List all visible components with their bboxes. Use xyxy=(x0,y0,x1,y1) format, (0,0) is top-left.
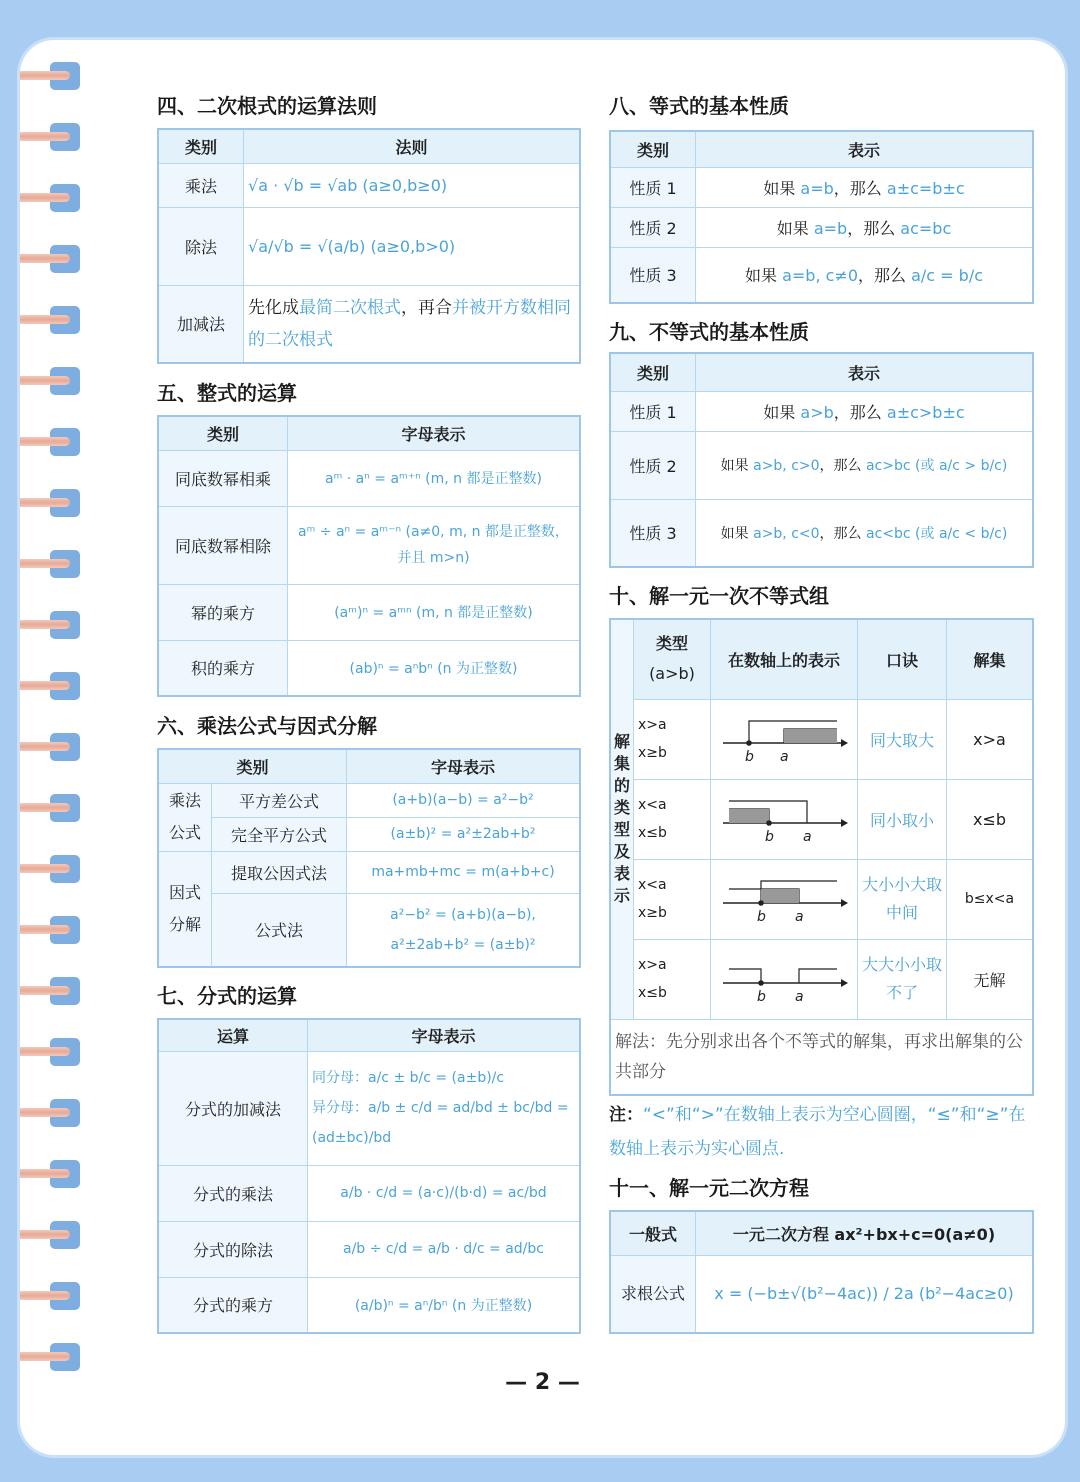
header-representation: 表示 xyxy=(696,131,1034,167)
solution: 无解 xyxy=(947,939,1034,1019)
header-type xyxy=(634,619,711,699)
page-number: — 2 — xyxy=(505,1370,580,1395)
formula xyxy=(347,893,581,967)
solution: b≤x<a xyxy=(947,859,1034,939)
formula: √a/√b = √(a/b) (a≥0,b>0) xyxy=(244,207,581,285)
formula: (a/b)ⁿ = aⁿ/bⁿ (n 为正整数) xyxy=(308,1277,581,1333)
spiral-ring xyxy=(20,1099,84,1127)
row-label: 同底数幂相乘 xyxy=(158,450,288,506)
formula-line-1: a²−b² = (a+b)(a−b), xyxy=(390,906,536,923)
property-text xyxy=(696,207,1034,247)
spiral-ring xyxy=(20,977,84,1005)
result: a±c>b±c xyxy=(886,402,965,422)
row-label: 完全平方公式 xyxy=(212,817,347,851)
spiral-ring xyxy=(20,62,84,90)
spiral-ring xyxy=(20,1282,84,1310)
row-label: 分式的乘方 xyxy=(158,1277,308,1333)
row-label: 分式的乘法 xyxy=(158,1165,308,1221)
section-10-table xyxy=(609,618,1034,1096)
result: a±c=b±c xyxy=(886,178,965,198)
rule-highlight-1: 最简二次根式 xyxy=(299,297,401,318)
ring-wire xyxy=(20,1047,70,1056)
rule-text-mid: ，再合 xyxy=(401,297,452,318)
result: a/c = b/c xyxy=(911,266,984,286)
bracket-b xyxy=(729,969,761,983)
system-brace xyxy=(634,699,711,779)
row-label: 一般式 xyxy=(610,1211,696,1255)
ring-wire xyxy=(20,254,70,263)
spiral-ring xyxy=(20,1221,84,1249)
note-body: “<”和“>”在数轴上表示为空心圆圈，“≤”和“≥”在数轴上表示为实心圆点. xyxy=(609,1105,1026,1159)
header-category: 类别 xyxy=(610,131,696,167)
ring-wire xyxy=(20,1291,70,1300)
axis-arrow xyxy=(841,739,848,747)
header-axis: 在数轴上的表示 xyxy=(711,619,858,699)
axis-arrow xyxy=(841,819,848,827)
number-line-3 xyxy=(719,867,849,927)
spiral-ring xyxy=(20,489,84,517)
section-6-title: 六、乘法公式与因式分解 xyxy=(157,714,377,738)
ring-wire xyxy=(20,681,70,690)
text-mid: ，那么 xyxy=(833,402,887,422)
formula: a/b ÷ c/d = a/b · d/c = ad/bc xyxy=(308,1221,581,1277)
ring-wire xyxy=(20,986,70,995)
label-b: b xyxy=(757,909,766,925)
condition: a>b xyxy=(800,402,834,422)
ineq-1: x>a xyxy=(638,717,667,733)
condition: a>b, c<0 xyxy=(753,525,820,542)
text-mid: ，那么 xyxy=(819,458,866,474)
row-label: 除法 xyxy=(158,207,244,285)
label-b: b xyxy=(745,749,754,765)
label-b: b xyxy=(765,829,774,845)
formula: ma+mb+mc = m(a+b+c) xyxy=(347,851,581,893)
ring-wire xyxy=(20,315,70,324)
solution-region xyxy=(761,889,799,903)
header-representation: 表示 xyxy=(696,353,1034,391)
ineq-2: x≤b xyxy=(638,985,667,1001)
spiral-ring xyxy=(20,550,84,578)
notebook-page xyxy=(20,40,1065,1455)
property-text xyxy=(696,167,1034,207)
result: ac=bc xyxy=(900,218,952,238)
note-label: 注： xyxy=(609,1105,643,1125)
condition: a=b, c≠0 xyxy=(782,266,858,286)
number-line-cell xyxy=(711,939,858,1019)
property-text xyxy=(696,499,1034,567)
ring-wire xyxy=(20,925,70,934)
header-expression: 字母表示 xyxy=(288,416,581,450)
section-6-table xyxy=(157,748,581,968)
spiral-ring xyxy=(20,367,84,395)
number-line-4 xyxy=(719,947,849,1007)
text-pre: 如果 xyxy=(763,178,801,198)
header-type-cond: (a>b) xyxy=(649,664,695,684)
condition: a=b xyxy=(800,178,834,198)
number-line-cell xyxy=(711,779,858,859)
text-pre: 如果 xyxy=(776,218,814,238)
system-brace xyxy=(634,859,711,939)
axis-arrow xyxy=(841,899,848,907)
ineq-2: x≥b xyxy=(638,745,667,761)
section-10-title: 十、解一元一次不等式组 xyxy=(609,584,829,608)
property-text xyxy=(696,391,1034,431)
row-label: 积的乘方 xyxy=(158,640,288,696)
spiral-ring xyxy=(20,916,84,944)
ring-wire xyxy=(20,559,70,568)
header-expression: 字母表示 xyxy=(347,749,581,783)
row-label: 幂的乘方 xyxy=(158,584,288,640)
spiral-ring xyxy=(20,184,84,212)
rhyme: 同小取小 xyxy=(858,779,947,859)
system-brace xyxy=(634,939,711,1019)
header-rule: 法则 xyxy=(244,129,581,163)
side-label xyxy=(610,619,634,1019)
row-label: 提取公因式法 xyxy=(212,851,347,893)
section-11-title: 十一、解一元二次方程 xyxy=(609,1176,809,1200)
ring-wire xyxy=(20,193,70,202)
formula: aᵐ ÷ aⁿ = aᵐ⁻ⁿ (a≠0, m, n 都是正整数，并且 m>n) xyxy=(288,506,581,584)
row-label: 性质 2 xyxy=(610,431,696,499)
row-label: 性质 3 xyxy=(610,499,696,567)
ineq-1: x<a xyxy=(638,877,667,893)
text-pre: 如果 xyxy=(763,402,801,422)
text-pre: 如果 xyxy=(720,458,754,474)
section-9-title: 九、不等式的基本性质 xyxy=(609,320,809,344)
ring-wire xyxy=(20,1352,70,1361)
property-text xyxy=(696,247,1034,303)
ring-wire xyxy=(20,1169,70,1178)
group-label: 因式分解 xyxy=(158,851,212,967)
result: ac<bc (或 a/c < b/c) xyxy=(866,525,1008,542)
section-5-table xyxy=(157,415,581,697)
rule-text-pre: 先化成 xyxy=(248,297,299,318)
quadratic-formula: x = (−b±√(b²−4ac)) / 2a (b²−4ac≥0) xyxy=(696,1255,1034,1333)
spiral-ring xyxy=(20,611,84,639)
section-5-title: 五、整式的运算 xyxy=(157,381,297,405)
formula: (aᵐ)ⁿ = aᵐⁿ (m, n 都是正整数) xyxy=(288,584,581,640)
spiral-ring xyxy=(20,428,84,456)
spiral-ring xyxy=(20,1160,84,1188)
axis-arrow xyxy=(841,979,848,987)
header-solution: 解集 xyxy=(947,619,1034,699)
formula-line-1: 同分母：a/c ± b/c = (a±b)/c xyxy=(312,1070,505,1086)
row-label: 分式的加减法 xyxy=(158,1051,308,1165)
point-b xyxy=(766,820,772,826)
spiral-ring xyxy=(20,123,84,151)
solution: x≤b xyxy=(947,779,1034,859)
header-expression: 字母表示 xyxy=(308,1019,581,1051)
ring-wire xyxy=(20,437,70,446)
ring-wire xyxy=(20,376,70,385)
rhyme: 大小小大取中间 xyxy=(858,859,947,939)
text-pre: 如果 xyxy=(720,525,754,542)
ring-wire xyxy=(20,620,70,629)
spiral-ring xyxy=(20,733,84,761)
property-text xyxy=(696,431,1034,499)
ring-wire xyxy=(20,1108,70,1117)
ineq-2: x≤b xyxy=(638,825,667,841)
text-mid: ，那么 xyxy=(847,218,901,238)
formula-line-2: 异分母：a/b ± c/d = ad/bd ± bc/bd = (ad±bc)/bd xyxy=(312,1100,569,1146)
spiral-ring xyxy=(20,794,84,822)
solution-region xyxy=(729,809,769,823)
text-mid: ，那么 xyxy=(833,178,887,198)
section-4-table xyxy=(157,128,581,364)
point-b xyxy=(746,740,752,746)
spiral-ring xyxy=(20,1038,84,1066)
header-type-text: 类型 xyxy=(655,634,688,654)
bracket-a xyxy=(799,969,837,983)
row-label: 求根公式 xyxy=(610,1255,696,1333)
label-a: a xyxy=(795,909,804,925)
method-text: 解法：先分别求出各个不等式的解集，再求出解集的公共部分 xyxy=(610,1019,1033,1095)
formula: a/b · c/d = (a·c)/(b·d) = ac/bd xyxy=(308,1165,581,1221)
number-line-cell xyxy=(711,699,858,779)
ring-wire xyxy=(20,803,70,812)
formula: aᵐ · aⁿ = aᵐ⁺ⁿ (m, n 都是正整数) xyxy=(288,450,581,506)
ring-wire xyxy=(20,132,70,141)
point-b xyxy=(758,980,764,986)
label-a: a xyxy=(803,829,812,845)
row-label: 同底数幂相除 xyxy=(158,506,288,584)
header-operation: 运算 xyxy=(158,1019,308,1051)
label-a: a xyxy=(795,989,804,1005)
section-7-table xyxy=(157,1018,581,1334)
formula-line-2: a²±2ab+b² = (a±b)² xyxy=(390,936,536,953)
spiral-ring xyxy=(20,855,84,883)
header-category: 类别 xyxy=(158,129,244,163)
formula: √a · √b = √ab (a≥0,b≥0) xyxy=(244,163,581,207)
ring-wire xyxy=(20,498,70,507)
row-label: 性质 1 xyxy=(610,167,696,207)
text-mid: ，那么 xyxy=(819,525,866,542)
section-8-title: 八、等式的基本性质 xyxy=(609,94,789,118)
ineq-1: x<a xyxy=(638,797,667,813)
spiral-ring xyxy=(20,306,84,334)
label-a: a xyxy=(780,749,789,765)
rhyme: 同大取大 xyxy=(858,699,947,779)
text-mid: ，那么 xyxy=(858,266,912,286)
rule-text xyxy=(244,285,581,363)
group-label: 乘法公式 xyxy=(158,783,212,851)
header-category: 类别 xyxy=(610,353,696,391)
condition: a=b xyxy=(813,218,848,238)
rhyme: 大大小小取不了 xyxy=(858,939,947,1019)
general-form: 一元二次方程 ax²+bx+c=0(a≠0) xyxy=(696,1211,1034,1255)
formula: (a+b)(a−b) = a²−b² xyxy=(347,783,581,817)
formula xyxy=(308,1051,581,1165)
ineq-1: x>a xyxy=(638,957,667,973)
ineq-2: x≥b xyxy=(638,905,667,921)
section-8-table xyxy=(609,130,1034,304)
row-label: 加减法 xyxy=(158,285,244,363)
ring-wire xyxy=(20,1230,70,1239)
row-label: 性质 2 xyxy=(610,207,696,247)
header-category: 类别 xyxy=(158,416,288,450)
note xyxy=(609,1098,1034,1166)
text-pre: 如果 xyxy=(744,266,783,286)
formula: (ab)ⁿ = aⁿbⁿ (n 为正整数) xyxy=(288,640,581,696)
row-label: 分式的除法 xyxy=(158,1221,308,1277)
ring-wire xyxy=(20,742,70,751)
row-label: 性质 3 xyxy=(610,247,696,303)
number-line-2 xyxy=(719,787,849,847)
spiral-ring xyxy=(20,1343,84,1371)
result: ac>bc (或 a/c > b/c) xyxy=(866,458,1008,474)
formula: (a±b)² = a²±2ab+b² xyxy=(347,817,581,851)
spiral-ring xyxy=(20,672,84,700)
solution-region xyxy=(784,729,837,743)
condition: a>b, c>0 xyxy=(753,458,820,474)
section-7-title: 七、分式的运算 xyxy=(157,984,297,1008)
label-b: b xyxy=(757,989,766,1005)
rule-highlight-2: 并被开方数相同的二次根式 xyxy=(248,297,571,350)
ring-wire xyxy=(20,71,70,80)
number-line-cell xyxy=(711,859,858,939)
row-label: 平方差公式 xyxy=(212,783,347,817)
solution: x>a xyxy=(947,699,1034,779)
header-rhyme: 口诀 xyxy=(858,619,947,699)
number-line-1 xyxy=(719,707,849,767)
row-label: 乘法 xyxy=(158,163,244,207)
side-label-text: 解集的类型及表示 xyxy=(613,732,630,906)
row-label: 公式法 xyxy=(212,893,347,967)
section-4-title: 四、二次根式的运算法则 xyxy=(157,94,377,118)
system-brace xyxy=(634,779,711,859)
spiral-ring xyxy=(20,245,84,273)
section-9-table xyxy=(609,352,1034,568)
point-b xyxy=(758,900,764,906)
header-category: 类别 xyxy=(158,749,347,783)
row-label: 性质 1 xyxy=(610,391,696,431)
page-number-value: 2 xyxy=(534,1370,551,1395)
section-11-table xyxy=(609,1210,1034,1334)
ring-wire xyxy=(20,864,70,873)
